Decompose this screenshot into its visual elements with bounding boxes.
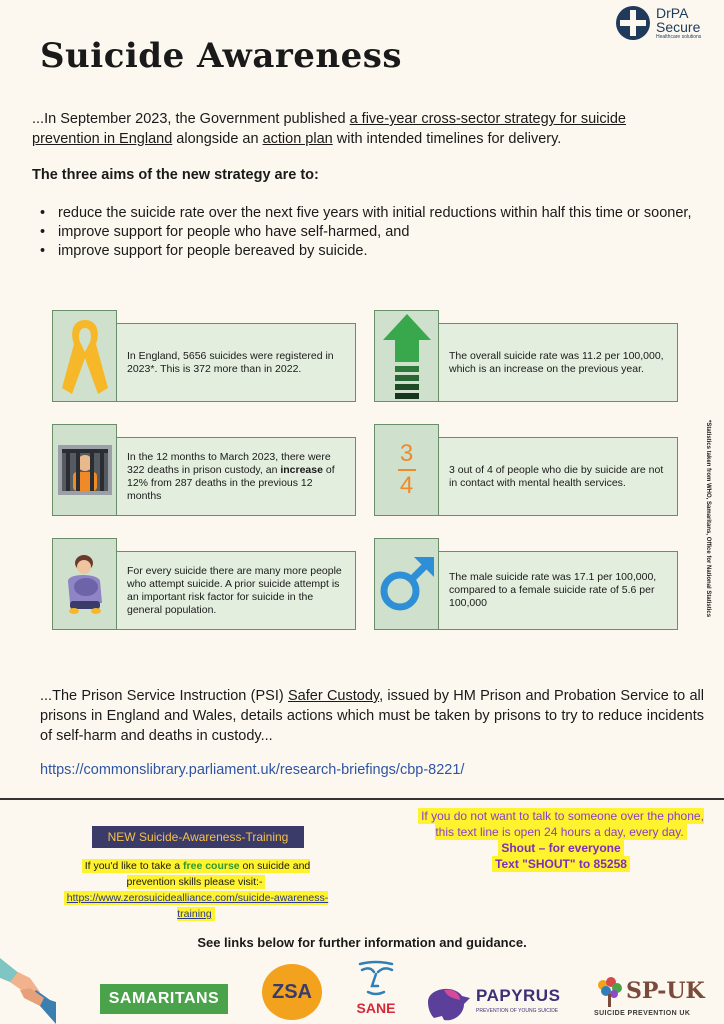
papyrus-logo-link[interactable] <box>424 982 574 1022</box>
prison-icon <box>58 445 112 495</box>
spuk-label: SP-UK <box>626 978 705 1004</box>
distressed-person-icon <box>62 553 108 615</box>
spuk-subtitle: SUICIDE PREVENTION UK <box>594 1010 691 1017</box>
action-plan-link[interactable]: action plan <box>262 131 333 147</box>
see-links-heading: See links below for further information and guidance. <box>197 935 527 950</box>
sane-label: SANE <box>356 1000 396 1016</box>
papyrus-head-icon <box>424 982 472 1022</box>
tree-icon <box>594 976 624 1008</box>
papyrus-subtitle: PREVENTION OF YOUNG SUICIDE <box>476 1008 559 1014</box>
shield-cross-icon <box>616 6 650 40</box>
logo-line1: DrPA <box>656 5 689 21</box>
stat-text: The overall suicide rate was 11.2 per 100,000, which is an increase on the previous year. <box>449 349 664 375</box>
training-badge: NEW Suicide-Awareness-Training <box>92 826 304 848</box>
divider <box>0 798 724 800</box>
drpa-logo <box>616 6 701 40</box>
list-item: • improve support for people who have self-harmed, and <box>40 223 700 242</box>
shout-info <box>416 808 706 872</box>
zsa-training-link[interactable]: https://www.zerosuicidealliance.com/suicide-awareness-training <box>66 892 329 920</box>
male-symbol-icon <box>378 555 436 613</box>
fraction-denominator: 4 <box>399 472 414 499</box>
shout-description: If you do not want to talk to someone over the phone, this text line is open 24 hours a day, every day. <box>418 808 704 840</box>
samaritans-logo-link[interactable]: SAMARITANS <box>100 984 228 1014</box>
stat-text: 3 out of 4 of people who die by suicide are not in contact with mental health services. <box>449 463 664 489</box>
strategy-link[interactable]: a five-year cross-sector strategy for suicide prevention in England <box>32 111 626 147</box>
sane-logo-link[interactable] <box>352 960 400 1024</box>
up-arrow-icon <box>381 312 433 400</box>
stat-text: The male suicide rate was 17.1 per 100,000, compared to a female suicide rate of 5.6 per 100,000 <box>449 571 657 609</box>
fraction-icon <box>374 424 439 516</box>
logo-line2: Secure <box>656 19 701 35</box>
aims-list <box>40 204 700 261</box>
intro-paragraph: ...In September 2023, the Government published a five-year cross-sector strategy for suicide prevention in England alongside an action plan with intended timelines for delivery. <box>32 111 626 147</box>
aims-heading: The three aims of the new strategy are to: <box>32 167 319 183</box>
statistics-source-note: *Statistics taken from WHO, Samaritans, Office for National Statistics <box>705 420 711 618</box>
helping-hands-icon <box>0 944 56 1024</box>
safer-custody-link[interactable]: Safer Custody <box>288 688 380 704</box>
spuk-logo-link[interactable] <box>592 976 716 1022</box>
ribbon-icon <box>60 314 110 398</box>
zsa-logo-link[interactable]: ZSA <box>262 964 322 1020</box>
stat-text: In England, 5656 suicides were registered in 2023*. This is 372 more than in 2022. <box>127 349 334 375</box>
shout-name: Shout – for everyone <box>501 841 621 855</box>
psi-paragraph: ...The Prison Service Instruction (PSI) Safer Custody, issued by HM Prison and Probation Service to all prisons in England and Wales, details actions which must be taken by prisons to try to reduce incidents of self-harm and deaths in custody... <box>40 688 704 744</box>
shout-cta: Text "SHOUT" to 85258 <box>495 857 627 871</box>
list-item: • reduce the suicide rate over the next five years with initial reductions within half this time or sooner, <box>40 204 700 223</box>
stat-text: In the 12 months to March 2023, there were 322 deaths in prison custody, an increase of 12% from 287 deaths in the previous 12 months <box>127 450 335 502</box>
logo-tagline: Healthcare solutions <box>656 34 702 40</box>
papyrus-label: PAPYRUS <box>476 986 561 1005</box>
sane-face-icon <box>352 960 400 1000</box>
stat-text: For every suicide there are many more people who attempt suicide. A prior suicide attempt is an important risk factor for suicide in the general population. <box>127 564 342 616</box>
fraction-numerator: 3 <box>399 440 414 467</box>
training-info: If you'd like to take a free course on suicide and prevention skills please visit:- https://www.zerosuicidealliance.com/suicide-awareness-training <box>58 858 334 922</box>
commons-library-link[interactable]: https://commonslibrary.parliament.uk/research-briefings/cbp-8221/ <box>40 762 465 778</box>
page-title: Suicide Awareness <box>40 36 403 76</box>
list-item: • improve support for people bereaved by suicide. <box>40 242 700 261</box>
